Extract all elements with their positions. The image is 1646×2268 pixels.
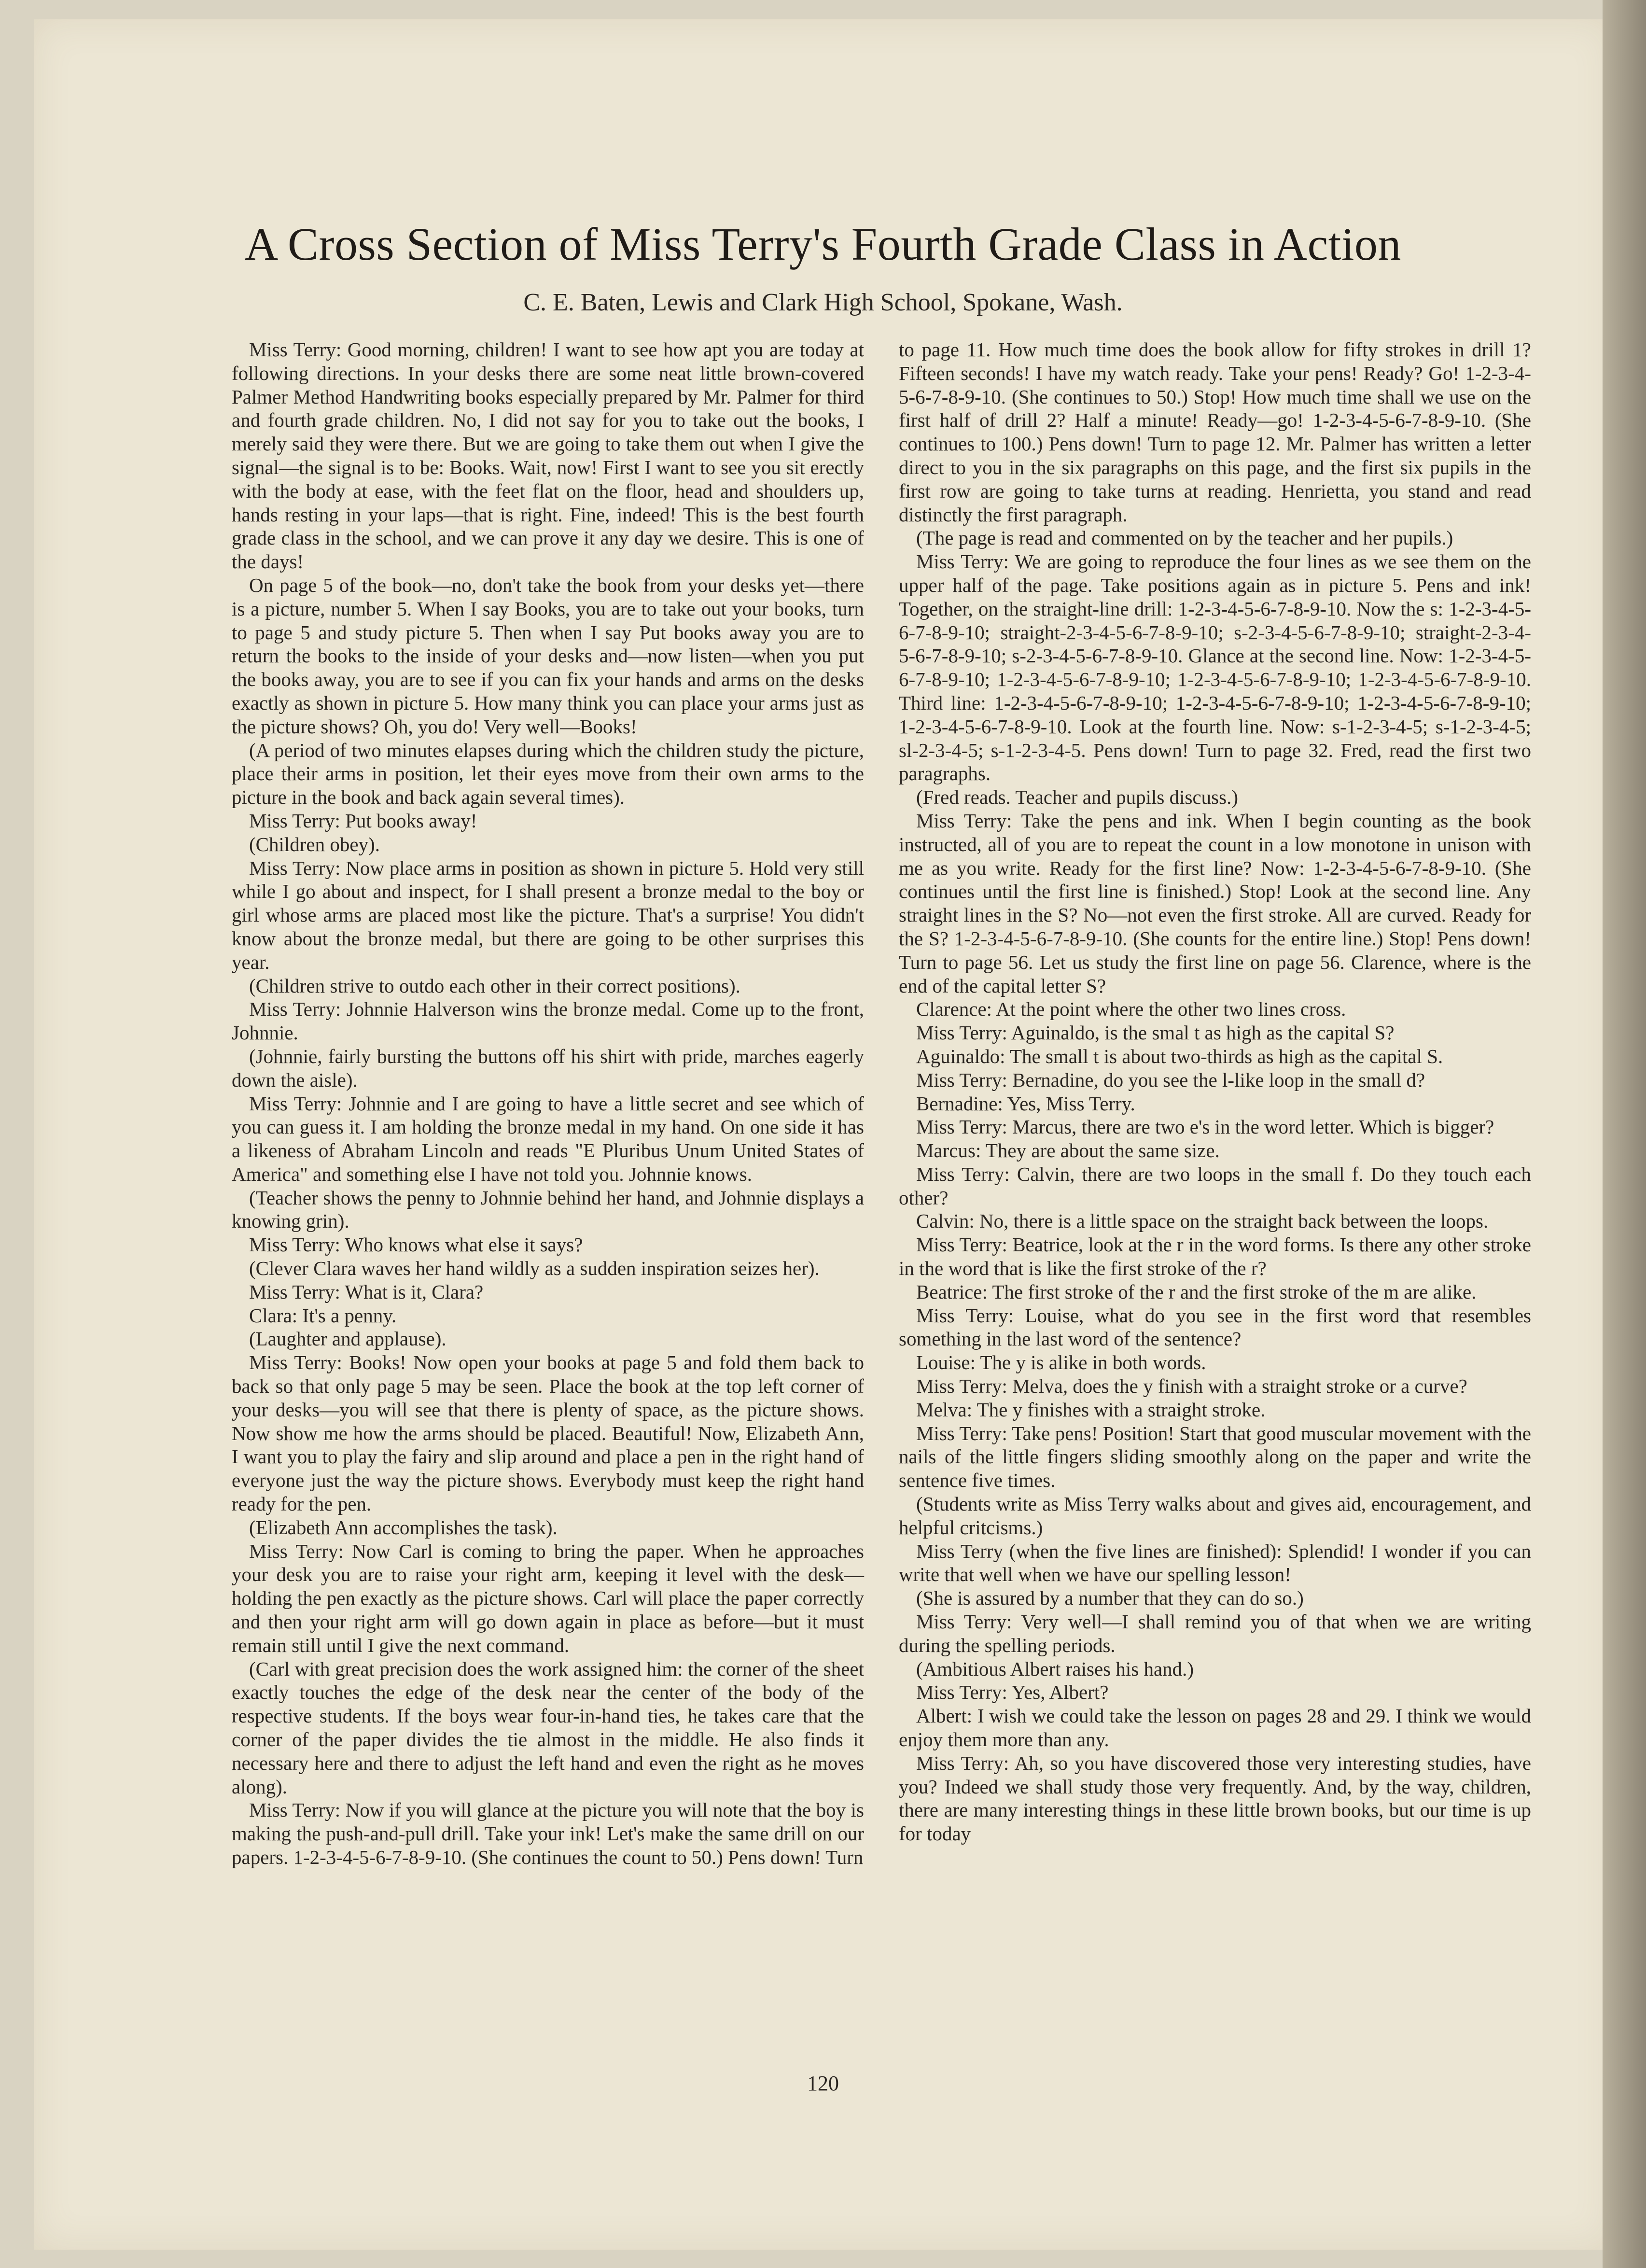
paragraph: Miss Terry: Take the pens and ink. When I begin counting as the book instructed, all of you are to repeat the count in a low monotone in unison with me as you write. Ready for the first line? Now: 1-2-3-4-5-6-7-8-9-10. (She continues until the first line is finished.) Stop! Look at the second line. Any straight lines in the S? No—not even the first stroke. All are curved. Ready for the S? 1-2-3-4-5-6-7-8-9-10. (She counts for the entire line.) Stop! Pens down! Turn to page 56. Let us study the first line on page 56. Clarence, where is the end of the capital letter S? [899, 809, 1531, 997]
paragraph: (Fred reads. Teacher and pupils discuss.) [916, 786, 1238, 809]
paragraph: Miss Terry: Now if you will glance at the picture you will note that the boy is making the push-and-pull drill. Take your ink! Let's make the same drill on our papers. 1-2-3-4-5-6-7-8-9-10. (She continues the count to 50.) Pens down! Turn [232, 1799, 864, 1868]
paragraph: (A period of two minutes elapses during which the children study the picture, place their arms in position, let their eyes move from their own arms to the picture in the book and back again several times). [232, 739, 864, 809]
article-byline: C. E. Baten, Lewis and Clark High School, Spokane, Wash. [523, 289, 1123, 316]
paragraph: (Carl with great precision does the work assigned him: the corner of the sheet exactly touches the edge of the desk near the center of the body of the respective students. If the boys wear four-in-hand ties, he takes care that the corner of the paper divides the tie almost in the middle. He also finds it necessary here and there to adjust the left hand and even the right as he moves along). [232, 1657, 864, 1798]
paragraph: Miss Terry: Melva, does the y finish with a straight stroke or a curve? [916, 1375, 1467, 1398]
paragraph: Miss Terry: Now Carl is coming to bring the paper. When he approaches your desk you are to raise your right arm, keeping it level with the desk—holding the pen exactly as the picture shows. Carl will place the paper correctly and then your right arm will go down again in place as before—but it must remain still until I give the next command. [232, 1540, 864, 1656]
paragraph: Miss Terry: Aguinaldo, is the smal t as high as the capital S? [916, 1022, 1395, 1044]
paragraph: Miss Terry: Louise, what do you see in the first word that resembles something in the last word of the sentence? [899, 1304, 1531, 1350]
paragraph: Beatrice: The first stroke of the r and the first stroke of the m are alike. [916, 1280, 1477, 1303]
paragraph: Miss Terry: What is it, Clara? [249, 1280, 484, 1303]
paragraph: Miss Terry: Take pens! Position! Start that good muscular movement with the nails of the little fingers sliding smoothly along on the paper and write the sentence five times. [899, 1422, 1531, 1492]
paragraph: Miss Terry: Johnnie Halverson wins the bronze medal. Come up to the front, Johnnie. [232, 998, 864, 1044]
book-spine [1603, 0, 1646, 2268]
paragraph: Melva: The y finishes with a straight stroke. [916, 1398, 1266, 1421]
paragraph: (Laughter and applause). [249, 1328, 446, 1350]
paragraph: (Johnnie, fairly bursting the buttons off his shirt with pride, marches eagerly down the aisle). [232, 1045, 864, 1091]
paragraph: Miss Terry: We are going to reproduce the four lines as we see them on the upper half of the page. Take positions again as in picture 5. Pens and ink! Together, on the straight-line drill: 1-2-3-4-5-6-7-8-9-10. Now the s: 1-2-3-4-5-6-7-8-9-10; straight-2-3-4-5-6-7-8-9-10; s-2-3-4-5-6-7-8-9-10; straight-2-3-4-5-6-7-8-9-10; s-2-3-4-5-6-7-8-9-10. Glance at the second line. Now: 1-2-3-4-5-6-7-8-9-10; 1-2-3-4-5-6-7-8-9-10; 1-2-3-4-5-6-7-8-9-10; 1-2-3-4-5-6-7-8-9-10. Third line: 1-2-3-4-5-6-7-8-9-10; 1-2-3-4-5-6-7-8-9-10; 1-2-3-4-5-6-7-8-9-10; 1-2-3-4-5-6-7-8-9-10. Look at the fourth line. Now: s-1-2-3-4-5; s-1-2-3-4-5; sl-2-3-4-5; s-1-2-3-4-5. Pens down! Turn to page 32. Fred, read the first two paragraphs. [899, 550, 1531, 785]
paragraph: Miss Terry: Put books away! [249, 809, 477, 832]
page-number: 120 [807, 2072, 839, 2095]
left-column [232, 338, 864, 1869]
paragraph: Aguinaldo: The small t is about two-thirds as high as the capital S. [916, 1045, 1443, 1067]
paragraph: (Ambitious Albert raises his hand.) [916, 1657, 1194, 1680]
article-title: A Cross Section of Miss Terry's Fourth Grade Class in Action [244, 218, 1402, 270]
paragraph: Miss Terry: Books! Now open your books at page 5 and fold them back to back so that only page 5 may be seen. Place the book at the top left corner of your desks—you will see that there is plenty of space, as the picture shows. Now show me how the arms should be placed. Beautiful! Now, Elizabeth Ann, I want you to play the fairy and slip around and place a pen in the right hand of everyone just the way the picture shows. Everybody must keep the right hand ready for the pen. [232, 1351, 864, 1515]
paragraph: Miss Terry: Calvin, there are two loops in the small f. Do they touch each other? [899, 1162, 1531, 1209]
paragraph: Miss Terry: Who knows what else it says? [249, 1233, 583, 1256]
right-column [899, 338, 1531, 1846]
paragraph: Miss Terry (when the five lines are finished): Splendid! I wonder if you can write that well when we have our spelling lesson! [899, 1540, 1531, 1586]
paragraph: (Students write as Miss Terry walks about and gives aid, encouragement, and helpful critcisms.) [899, 1493, 1531, 1539]
paragraph: Miss Terry: Very well—I shall remind you of that when we are writing during the spelling periods. [899, 1610, 1531, 1656]
paragraph: (She is assured by a number that they can do so.) [916, 1587, 1304, 1610]
paragraph: (Teacher shows the penny to Johnnie behind her hand, and Johnnie displays a knowing grin). [232, 1186, 864, 1232]
paragraph: Louise: The y is alike in both words. [916, 1351, 1206, 1374]
paragraph: Bernadine: Yes, Miss Terry. [916, 1092, 1135, 1115]
paragraph: Miss Terry: Good morning, children! I want to see how apt you are today at following directions. In your desks there are some neat little brown-covered Palmer Method Handwriting books especially prepared by Mr. Palmer for third and fourth grade children. No, I did not say for you to take out the books, I merely said they were there. But we are going to take them out when I give the signal—the signal is to be: Books. Wait, now! First I want to see you sit erectly with the body at ease, with the feet flat on the floor, head and shoulders up, hands resting in your laps—that is right. Fine, indeed! This is the best fourth grade class in the school, and we can prove it any day we desire. This is one of the days! [232, 338, 864, 573]
paragraph: On page 5 of the book—no, don't take the book from your desks yet—there is a picture, number 5. When I say Books, you are to take out your books, turn to page 5 and study picture 5. Then when I say Put books away you are to return the books to the inside of your desks and—now listen—when you put the books away, you are to see if you can fix your hands and arms on the desks exactly as shown in picture 5. How many think you can place your arms just as the picture shows? Oh, you do! Very well—Books! [232, 574, 864, 738]
paragraph: (Clever Clara waves her hand wildly as a sudden inspiration seizes her). [249, 1257, 820, 1280]
paragraph: Miss Terry: Ah, so you have discovered those very interesting studies, have you? Indeed we shall study those very frequently. And, by the way, children, there are many interesting things in these little brown books, but our time is up for today [899, 1751, 1531, 1845]
article-header [0, 217, 1646, 317]
paragraph: Miss Terry: Yes, Albert? [916, 1681, 1109, 1704]
paragraph: (Elizabeth Ann accomplishes the task). [249, 1516, 558, 1539]
paragraph: (Children strive to outdo each other in their correct positions). [249, 974, 740, 997]
paragraph: Marcus: They are about the same size. [916, 1139, 1220, 1162]
paragraph: Clara: It's a penny. [249, 1304, 397, 1327]
paragraph: (The page is read and commented on by the teacher and her pupils.) [916, 527, 1453, 549]
paragraph: Miss Terry: Bernadine, do you see the l-like loop in the small d? [916, 1068, 1425, 1091]
paragraph: Miss Terry: Beatrice, look at the r in the word forms. Is there any other stroke in the word that is like the first stroke of the r? [899, 1233, 1531, 1280]
paragraph: Miss Terry: Marcus, there are two e's in the word letter. Which is bigger? [916, 1116, 1494, 1138]
paragraph: Clarence: At the point where the other two lines cross. [916, 998, 1346, 1021]
paragraph: (Children obey). [249, 833, 380, 855]
paragraph: Albert: I wish we could take the lesson on pages 28 and 29. I think we would enjoy them more than any. [899, 1705, 1531, 1751]
paragraph: Calvin: No, there is a little space on the straight back between the loops. [916, 1210, 1489, 1232]
paragraph: Miss Terry: Now place arms in position as shown in picture 5. Hold very still while I go about and inspect, for I shall present a bronze medal to the boy or girl whose arms are placed most like the picture. That's a surprise! You didn't know about the bronze medal, but there are going to be other surprises this year. [232, 856, 864, 973]
paragraph: to page 11. How much time does the book allow for fifty strokes in drill 1? Fifteen seconds! I have my watch ready. Take your pens! Ready? Go! 1-2-3-4-5-6-7-8-9-10. (She continues to 50.) Stop! How much time shall we use on the first half of drill 2? Half a minute! Ready—go! 1-2-3-4-5-6-7-8-9-10. (She continues to 100.) Pens down! Turn to page 12. Mr. Palmer has written a letter direct to you in the six paragraphs on this page, and the first six pupils in the first row are going to take turns at reading. Henrietta, you stand and read distinctly the first paragraph. [899, 338, 1531, 526]
paragraph: Miss Terry: Johnnie and I are going to have a little secret and see which of you can guess it. I am holding the bronze medal in my hand. On one side it has a likeness of Abraham Lincoln and reads "E Pluribus Unum United States of America" and something else I have not told you. Johnnie knows. [232, 1092, 864, 1185]
